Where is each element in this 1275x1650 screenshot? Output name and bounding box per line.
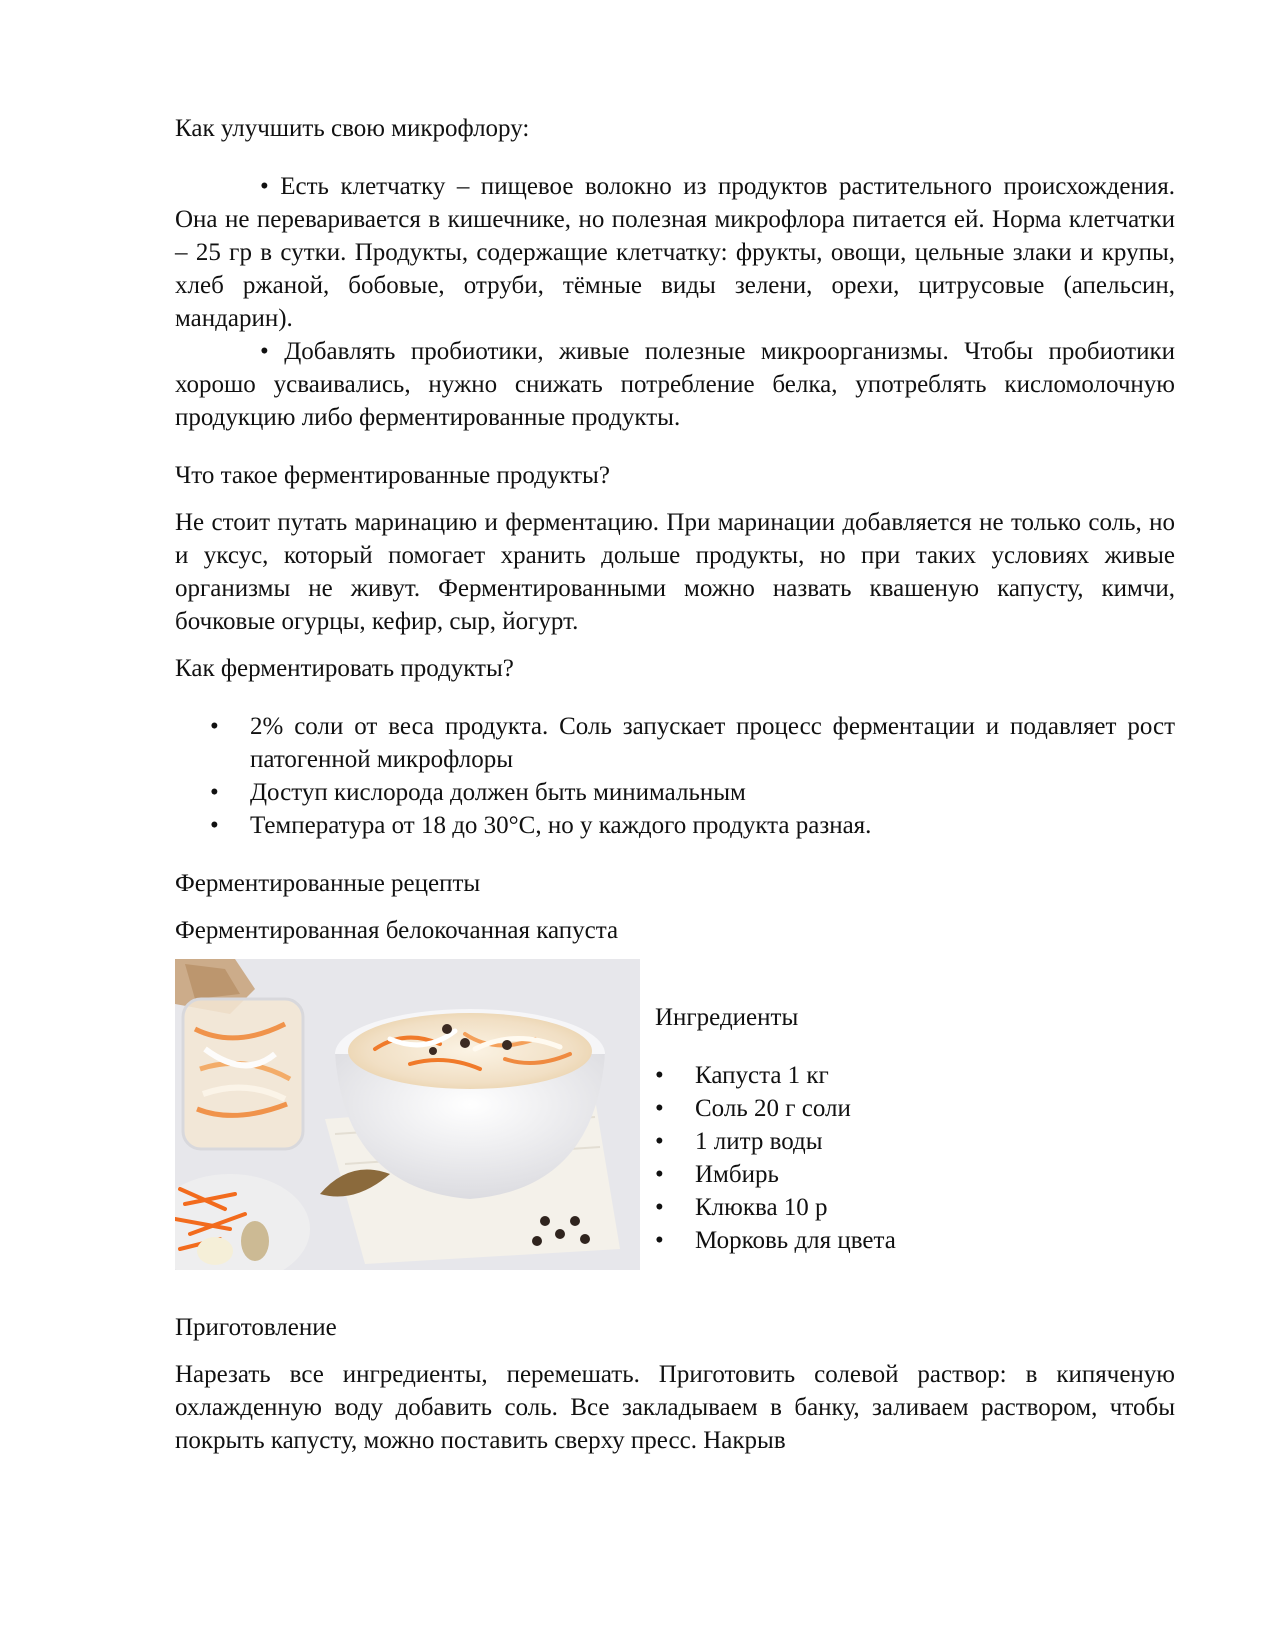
list-item — [655, 1158, 1175, 1191]
howto-item-oxygen: Доступ кислорода должен быть минимальным — [250, 779, 746, 806]
intro-bullet-fiber — [175, 170, 1175, 335]
bullet-glyph: • — [260, 173, 269, 200]
ingredient-cabbage: Капуста 1 кг — [695, 1062, 829, 1089]
bullet-glyph: • — [210, 779, 219, 806]
fermented-paragraph: Не стоит путать маринацию и ферментацию. При маринации добавляется не только соль, но и уксус, который помогает хранить дольше продукты, но при таких условиях живые организмы не живут. Ферментированными можно назвать квашеную капусту, кимчи, бочковые огурцы, кефир, сыр, йогурт. — [175, 509, 1175, 635]
recipe-title: Ферментированная белокочанная капуста — [175, 917, 619, 944]
list-item — [175, 809, 1175, 842]
bullet-glyph: • — [655, 1128, 664, 1155]
bullet-glyph: • — [655, 1062, 664, 1089]
recipe-row — [175, 959, 1175, 1275]
list-item — [655, 1125, 1175, 1158]
preparation-paragraph: Нарезать все ингредиенты, перемешать. Приготовить солевой раствор: в кипяченую охлажденную воду добавить соль. Все закладываем в банку, заливаем раствором, чтобы покрыть капусту, можно поставить сверху пресс. Накрыв — [175, 1361, 1175, 1454]
sauerkraut-photo-illustration — [175, 959, 640, 1270]
bullet-glyph: • — [655, 1161, 664, 1188]
ingredient-carrot: Морковь для цвета — [695, 1227, 896, 1254]
bullet-glyph: • — [655, 1194, 664, 1221]
bullet-glyph: • — [655, 1227, 664, 1254]
preparation-title: Приготовление — [175, 1314, 337, 1341]
list-item — [655, 1224, 1175, 1257]
ingredient-cranberry: Клюква 10 р — [695, 1194, 828, 1221]
document-content — [175, 112, 1175, 1457]
howto-list — [175, 710, 1175, 842]
list-item — [175, 710, 1175, 776]
ingredient-ginger: Имбирь — [695, 1161, 779, 1188]
sauerkraut-bowl-photo — [175, 959, 640, 1270]
list-item — [175, 776, 1175, 809]
intro-bullet-probiotics — [175, 335, 1175, 434]
bullet-glyph: • — [210, 713, 219, 740]
ingredient-water: 1 литр воды — [695, 1128, 823, 1155]
intro-title: Как улучшить свою микрофлору: — [175, 115, 530, 142]
fermented-title: Что такое ферментированные продукты? — [175, 462, 610, 489]
howto-item-salt: 2% соли от веса продукта. Соль запускает процесс ферментации и подавляет рост патогенной микрофлоры — [250, 713, 1175, 773]
recipes-title: Ферментированные рецепты — [175, 870, 481, 897]
howto-title: Как ферментировать продукты? — [175, 655, 514, 682]
ingredients-block — [655, 1001, 1175, 1257]
bullet-glyph: • — [655, 1095, 664, 1122]
list-item — [655, 1191, 1175, 1224]
howto-item-temperature: Температура от 18 до 30°C, но у каждого продукта разная. — [250, 812, 872, 839]
ingredient-salt: Соль 20 г соли — [695, 1095, 851, 1122]
intro-bullet-fiber-text: Есть клетчатку – пищевое волокно из продуктов растительного происхождения. Она не переваривается в кишечнике, но полезная микрофлора питается ей. Норма клетчатки – 25 гр в сутки. Продукты, содержащие клетчатку: фрукты, овощи, цельные злаки и крупы, хлеб ржаной, бобовые, отруби, тёмные виды зелени, орехи, цитрусовые (апельсин, мандарин). — [175, 173, 1176, 332]
list-item — [655, 1059, 1175, 1092]
bullet-glyph: • — [210, 812, 219, 839]
ingredients-title: Ингредиенты — [655, 1004, 799, 1031]
intro-bullet-probiotics-text: Добавлять пробиотики, живые полезные микроорганизмы. Чтобы пробиотики хорошо усваивались, нужно снижать потребление белка, употреблять кисломолочную продукцию либо ферментированные продукты. — [175, 338, 1175, 431]
ingredients-list — [655, 1059, 1175, 1257]
bullet-glyph: • — [260, 338, 269, 365]
list-item — [655, 1092, 1175, 1125]
